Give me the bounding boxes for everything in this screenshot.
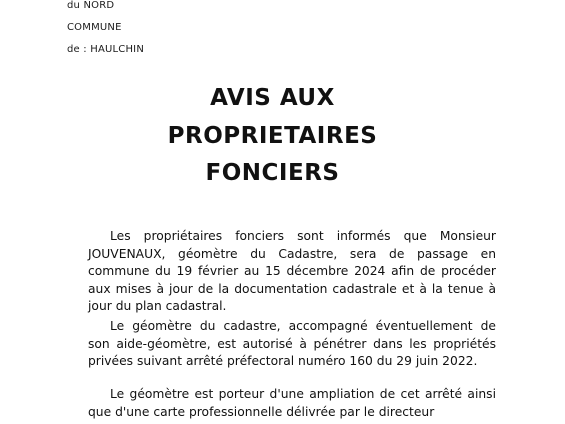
paragraph-credentials-text: Le géomètre est porteur d'une ampliation de cet arrêté ainsi que d'une carte professionnelle délivrée par le directeur: [88, 387, 496, 419]
paragraph-authorization: [88, 318, 496, 371]
header-commune-label: COMMUNE: [67, 22, 122, 33]
title-line-2: PROPRIETAIRES: [167, 123, 378, 149]
paragraph-credentials: [88, 386, 496, 421]
header-commune-name: de : HAULCHIN: [67, 44, 145, 55]
header-department: du NORD: [67, 0, 115, 11]
paragraph-intro-text: Les propriétaires fonciers sont informés que Monsieur JOUVENAUX, géomètre du Cadastre, sera de passage en commune du 19 février au 15 décembre 2024 afin de procéder aux mises à jour de la documentation cadastrale et à la tenue à jour du plan cadastral.: [88, 229, 496, 313]
paragraph-authorization-text: Le géomètre du cadastre, accompagné éventuellement de son aide-géomètre, est autorisé à pénétrer dans les propriétés privées suivant arrêté préfectoral numéro 160 du 29 juin 2022.: [88, 319, 496, 368]
title-line-3: FONCIERS: [205, 160, 340, 186]
title-line-1: AVIS AUX: [210, 85, 335, 111]
paragraph-intro: [88, 228, 496, 316]
